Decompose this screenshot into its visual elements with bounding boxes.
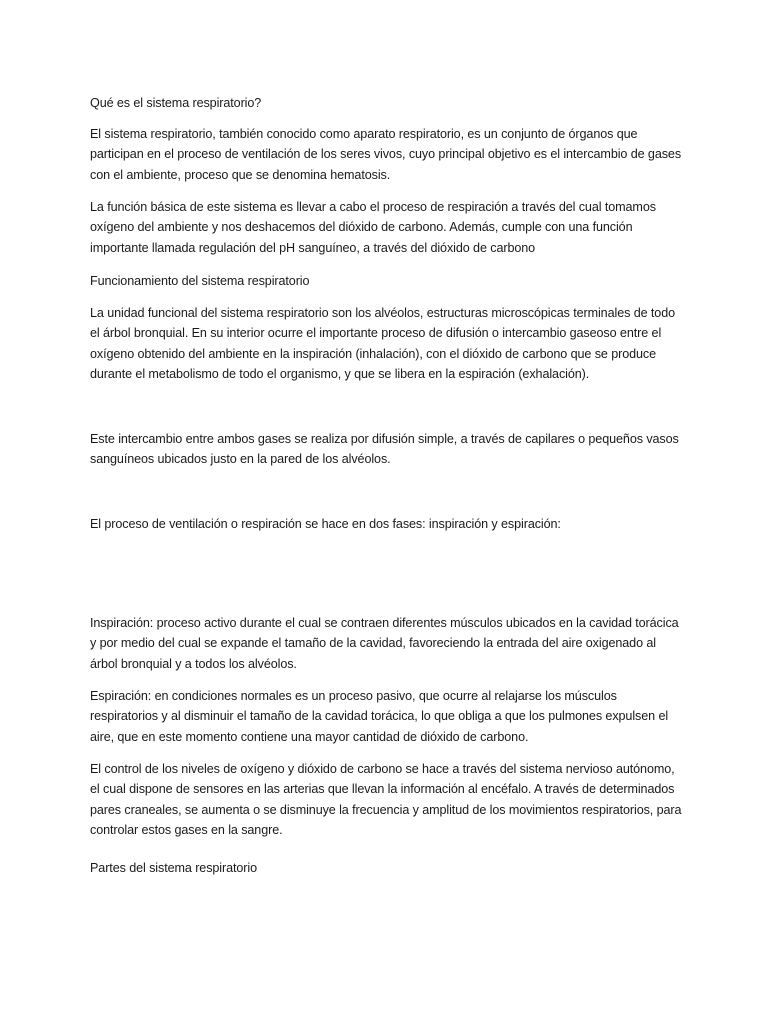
- paragraph-control: El control de los niveles de oxígeno y dióxido de carbono se hace a través del sistema nervioso autónomo, el cual dispone de sensores en las arterias que llevan la información al encéfalo. A través de determinados pares craneales, se aumenta o se disminuye la frecuencia y amplitud de los movimientos respiratorios, para controlar estos gases en la sangre.: [90, 762, 682, 837]
- paragraph-inspiracion: Inspiración: proceso activo durante el cual se contraen diferentes músculos ubicados en la cavidad torácica y por medio del cual se expande el tamaño de la cavidad, favoreciendo la entrada del aire oxigenado al árbol bronquial y a todos los alvéolos.: [90, 616, 679, 671]
- heading-funcionamiento: Funcionamiento del sistema respiratorio: [90, 274, 310, 288]
- paragraph-funcion-basica: La función básica de este sistema es llevar a cabo el proceso de respiración a través del cual tomamos oxígeno del ambiente y nos deshacemos del dióxido de carbono. Además, cumple con una función importante llamada regulación del pH sanguíneo, a través del dióxido de carbono: [90, 200, 656, 255]
- paragraph-unidad-funcional: La unidad funcional del sistema respiratorio son los alvéolos, estructuras microscópicas terminales de todo el árbol bronquial. En su interior ocurre el importante proceso de difusión o intercambio gaseoso entre el oxígeno obtenido del ambiente en la inspiración (inhalación), con el dióxido de carbono que se produce durante el metabolismo de todo el organismo, y que se libera en la espiración (exhalación).: [90, 306, 676, 381]
- paragraph-intercambio: Este intercambio entre ambos gases se realiza por difusión simple, a través de capilares o pequeños vasos sanguíneos ubicados justo en la pared de los alvéolos.: [90, 432, 679, 467]
- paragraph-espiracion: Espiración: en condiciones normales es un proceso pasivo, que ocurre al relajarse los músculos respiratorios y al disminuir el tamaño de la cavidad torácica, lo que obliga a que los pulmones expulsen el aire, que en este momento contiene una mayor cantidad de dióxido de carbono.: [90, 689, 669, 744]
- paragraph-definicion: El sistema respiratorio, también conocido como aparato respiratorio, es un conjunto de órganos que participan en el proceso de ventilación de los seres vivos, cuyo principal objetivo es el intercambio de gases con el ambiente, proceso que se denomina hematosis.: [90, 127, 682, 182]
- heading-que-es: Qué es el sistema respiratorio?: [90, 96, 262, 110]
- paragraph-fases: El proceso de ventilación o respiración se hace en dos fases: inspiración y espiración:: [90, 517, 561, 531]
- heading-partes: Partes del sistema respiratorio: [90, 861, 257, 875]
